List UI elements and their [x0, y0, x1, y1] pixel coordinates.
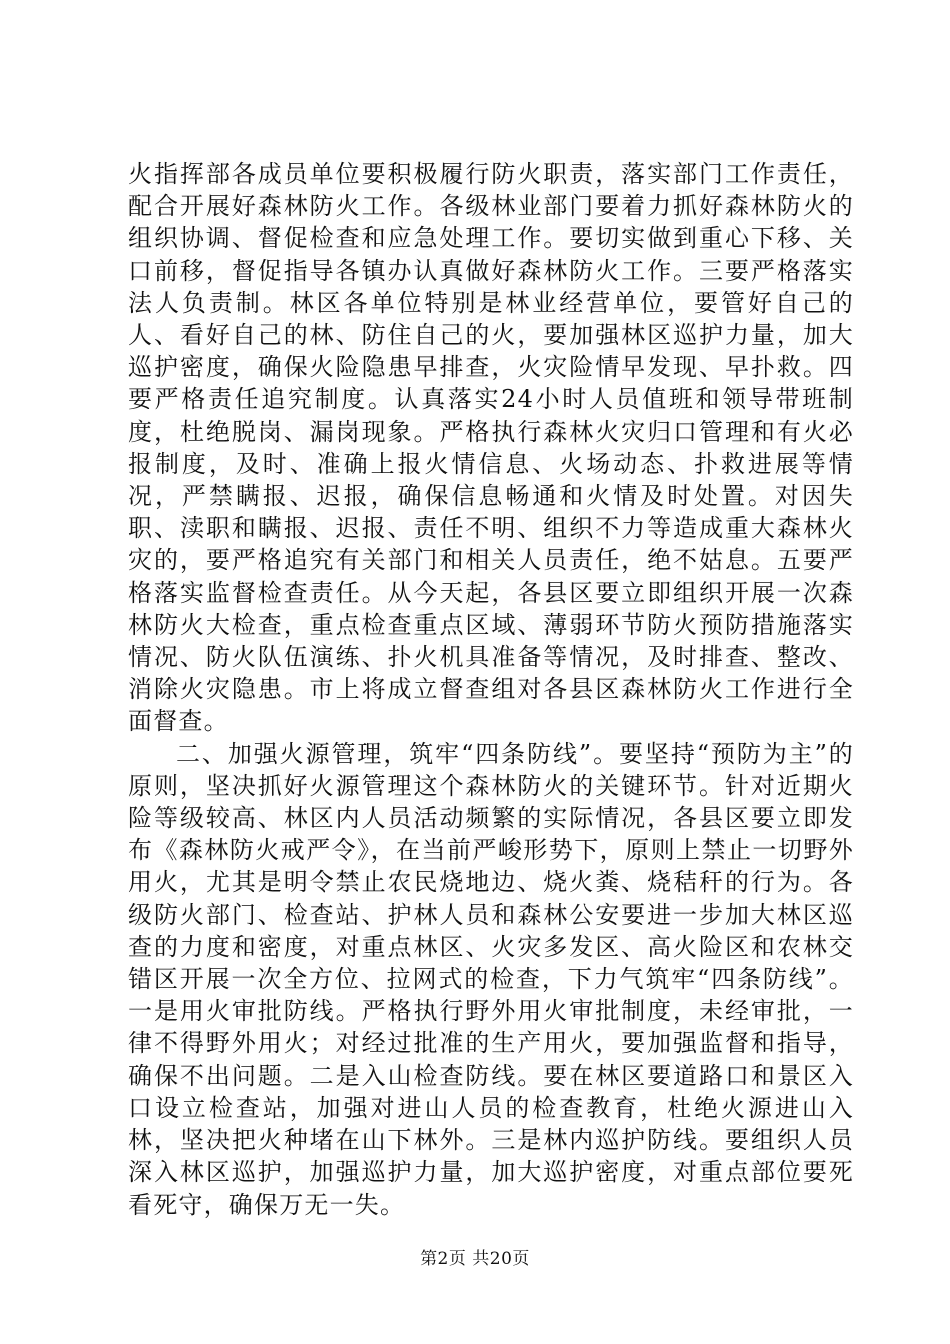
paragraph-2: 二、加强火源管理，筑牢“四条防线”。要坚持“预防为主”的原则，坚决抓好火源管理这个森林防火的关键环节。针对近期火险等级较高、林区内人员活动频繁的实际情况，各县区要立即发布《森林防火戒严令》，在当前严峻形势下，原则上禁止一切野外用火，尤其是明令禁止农民烧地边、烧火粪、烧秸秆的行为。各级防火部门、检查站、护林人员和森林公安要进一步加大林区巡查的力度和密度，对重点林区、火灾多发区、高火险区和农林交错区开展一次全方位、拉网式的检查，下力气筑牢“四条防线”。一是用火审批防线。严格执行野外用火审批制度，未经审批，一律不得野外用火；对经过批准的生产用火，要加强监督和指导，确保不出问题。二是入山检查防线。要在林区要道路口和景区入口设立检查站，加强对进山人员的检查教育，杜绝火源进山入林，坚决把火种堵在山下林外。三是林内巡护防线。要组织人员深入林区巡护，加强巡护力量，加大巡护密度，对重点部位要死看死守，确保万无一失。	[128, 739, 854, 1219]
document-body	[128, 158, 854, 1221]
paragraph-1: 火指挥部各成员单位要积极履行防火职责，落实部门工作责任，配合开展好森林防火工作。各级林业部门要着力抓好森林防火的组织协调、督促检查和应急处理工作。要切实做到重心下移、关口前移，督促指导各镇办认真做好森林防火工作。三要严格落实法人负责制。林区各单位特别是林业经营单位，要管好自己的人、看好自己的林、防住自己的火，要加强林区巡护力量，加大巡护密度，确保火险隐患早排查，火灾险情早发现、早扑救。四要严格责任追究制度。认真落实24小时人员值班和领导带班制度，杜绝脱岗、漏岗现象。严格执行森林火灾归口管理和有火必报制度，及时、准确上报火情信息、火场动态、扑救进展等情况，严禁瞒报、迟报，确保信息畅通和火情及时处置。对因失职、渎职和瞒报、迟报、责任不明、组织不力等造成重大森林火灾的，要严格追究有关部门和相关人员责任，绝不姑息。五要严格落实监督检查责任。从今天起，各县区要立即组织开展一次森林防火大检查，重点检查重点区域、薄弱环节防火预防措施落实情况、防火队伍演练、扑火机具准备等情况，及时排查、整改、消除火灾隐患。市上将成立督查组对各县区森林防火工作进行全面督查。	[128, 160, 854, 736]
page-number-footer: 第2页 共20页	[420, 1249, 530, 1269]
